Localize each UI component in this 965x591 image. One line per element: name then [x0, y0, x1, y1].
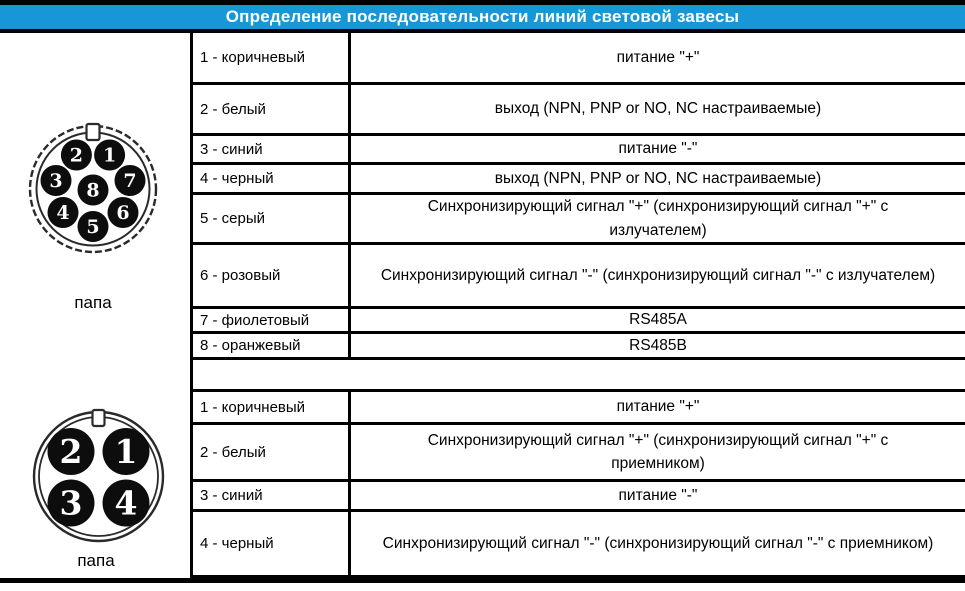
table-row	[193, 33, 965, 85]
page-title: Определение последовательности линий световой завесы	[225, 7, 740, 26]
pin-label: 8 - оранжевый	[193, 334, 351, 357]
connector-key-notch	[93, 410, 105, 426]
pin-number: 1	[102, 144, 117, 167]
pin-label: 2 - белый	[193, 425, 351, 479]
table-row	[193, 245, 965, 309]
pin-label: 7 - фиолетовый	[193, 309, 351, 331]
pin-number: 4	[56, 202, 70, 224]
pin-description: питание "+"	[616, 48, 700, 66]
table-row	[193, 136, 965, 165]
table-row	[193, 482, 965, 512]
table-row	[193, 392, 965, 425]
pin-number: 2	[59, 432, 83, 471]
wiring-table	[190, 33, 965, 578]
pin-label: 2 - белый	[193, 85, 351, 133]
pin-label: 5 - серый	[193, 195, 351, 242]
pin-number: 8	[86, 179, 100, 202]
table-row	[193, 85, 965, 136]
pin-number: 3	[59, 483, 83, 523]
pin-number: 6	[116, 202, 130, 224]
pin-number: 5	[86, 216, 100, 238]
table-row	[193, 165, 965, 195]
pin-description: Синхронизирующий сигнал "+" (синхронизирующий сигнал "+" с излучателем)	[427, 198, 889, 239]
pin-description: Синхронизирующий сигнал "-" (синхронизирующий сигнал "-" с приемником)	[382, 534, 934, 552]
pin-description: Синхронизирующий сигнал "+" (синхронизирующий сигнал "+" с приемником)	[427, 431, 889, 472]
pin-description: RS485A	[629, 311, 687, 329]
pin-label: 4 - черный	[193, 512, 351, 575]
connector-4pin-diagram	[26, 404, 171, 549]
pin-description: Синхронизирующий сигнал "-" (синхронизирующий сигнал "-" с излучателем)	[380, 266, 936, 284]
pin-number: 2	[69, 144, 84, 167]
pin-description: выход (NPN, PNP or NO, NC настраиваемые)	[494, 169, 822, 187]
pin-label: 1 - коричневый	[193, 392, 351, 422]
table-row	[193, 309, 965, 334]
table-row	[193, 334, 965, 360]
pin-number: 7	[123, 170, 137, 192]
connector-gender-label: папа	[74, 293, 112, 312]
pin-label: 6 - розовый	[193, 245, 351, 306]
connector-column	[0, 33, 190, 578]
table-row	[193, 425, 965, 482]
bottom-border-bar	[0, 578, 965, 583]
table-row	[193, 195, 965, 245]
pin-number: 3	[49, 170, 63, 192]
pin-description: питание "-"	[618, 140, 698, 158]
connector-8pin-diagram	[23, 119, 163, 259]
pin-description: питание "+"	[616, 398, 700, 416]
pin-number: 1	[114, 432, 138, 471]
pin-label: 1 - коричневый	[193, 33, 351, 82]
section-separator-row	[193, 360, 965, 392]
connector-key-notch	[87, 124, 100, 140]
pin-label: 3 - синий	[193, 482, 351, 509]
table-body	[0, 33, 965, 578]
pin-description: выход (NPN, PNP or NO, NC настраиваемые)	[494, 100, 822, 118]
pin-description: питание "-"	[618, 486, 698, 504]
pin-label: 4 - черный	[193, 165, 351, 192]
pin-label: 3 - синий	[193, 136, 351, 162]
table-row	[193, 512, 965, 578]
pin-description: RS485B	[629, 336, 687, 354]
connector-gender-label: папа	[77, 551, 115, 570]
pin-number: 4	[114, 483, 138, 523]
table-header	[0, 5, 965, 29]
